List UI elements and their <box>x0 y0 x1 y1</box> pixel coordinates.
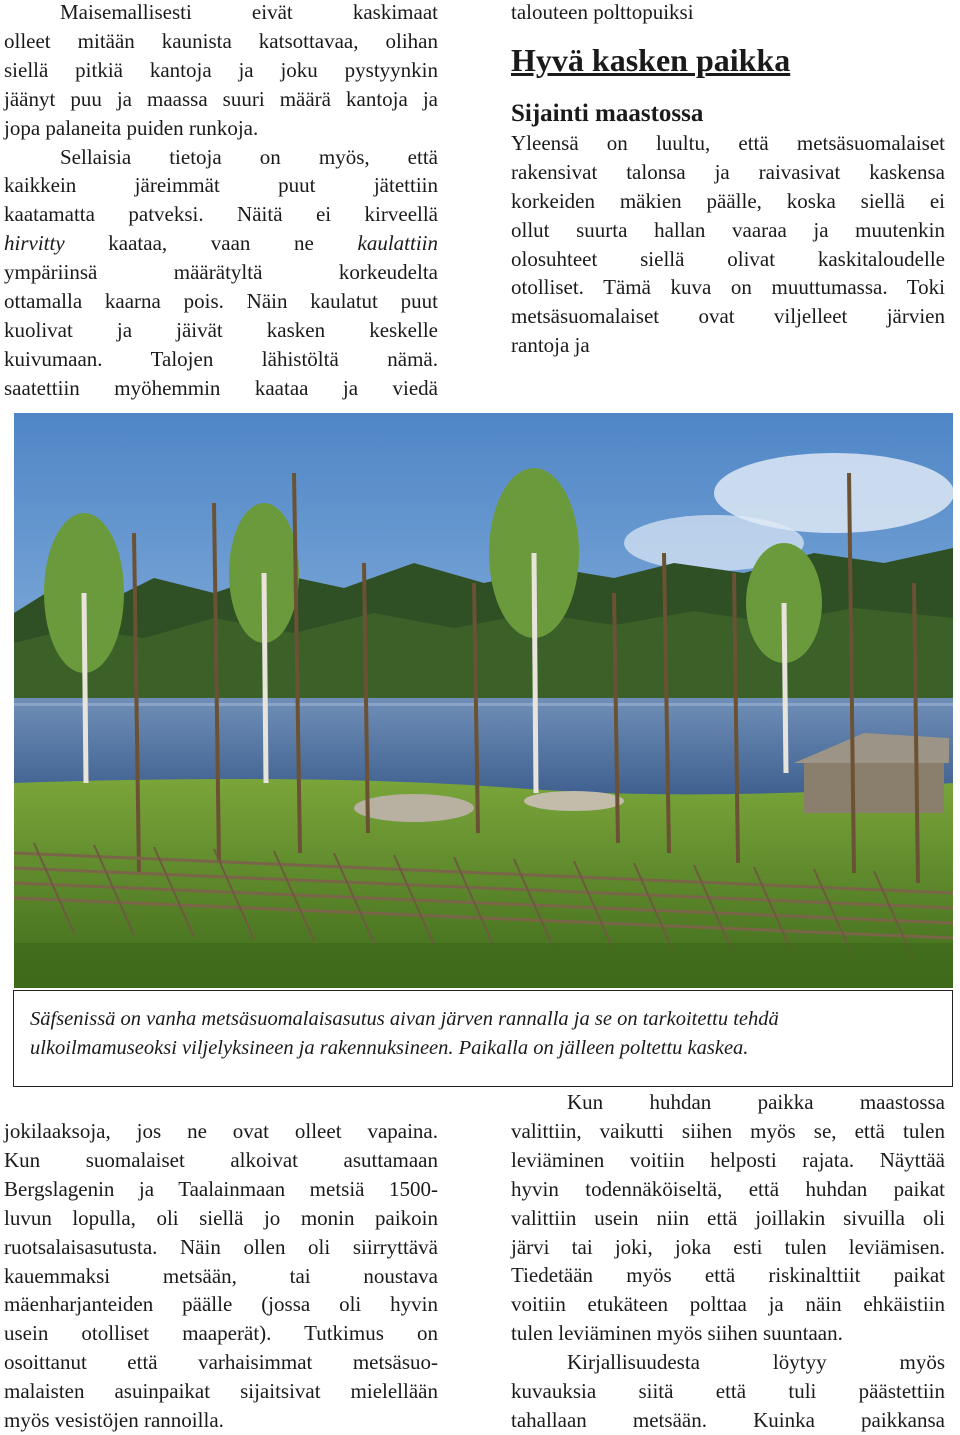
text-line: tahallaan metsään. Kuinka paikkansa <box>511 1407 945 1432</box>
text-line: usein otolliset maaperät). Tutkimus on <box>4 1321 438 1346</box>
text-line-mixed <box>4 229 438 258</box>
italic-word: kaulattiin <box>357 231 438 256</box>
text-line: ympäriinsä määrätyltä korkeudelta <box>4 260 438 285</box>
text-line: valittiin, vaikutti siihen myös se, että tulen <box>511 1118 945 1143</box>
text-line: jokilaaksoja, jos ne ovat olleet vapaina. <box>4 1119 438 1143</box>
text-line: olosuhteet siellä olivat kaskitaloudelle <box>511 246 945 271</box>
text-line: kaikkein järeimmät puut jätettiin <box>4 173 438 198</box>
right-column-bottom <box>511 1088 945 1435</box>
caption-line: Säfsenissä on vanha metsäsuomalaisasutus aivan järven rannalla ja se on tarkoitettu tehdä <box>30 1008 779 1030</box>
text-line: osoittanut että varhaisimmat metsäsuo- <box>4 1350 438 1375</box>
text-fragment: kaataa, vaan ne <box>108 231 314 256</box>
text-line: valittiin usein niin että joillakin sivuilla oli <box>511 1205 945 1230</box>
text-line: jopa palaneita puiden runkoja. <box>4 115 259 140</box>
text-line: voitiin etukäteen polttaa ja näin ehkäistiin <box>511 1292 945 1317</box>
text-line: Bergslagenin ja Taalainmaan metsiä 1500- <box>4 1176 438 1201</box>
text-line: leviäminen voitiin helposti rajata. Näyttää <box>511 1147 945 1172</box>
text-line: ottamalla kaarna pois. Näin kaulatut puut <box>4 289 438 314</box>
text-line: Maisemallisesti eivät kaskimaat <box>60 0 438 24</box>
text-line: korkeiden mäkien päälle, koska siellä ei <box>511 188 945 213</box>
text-line: rantoja ja <box>511 333 590 358</box>
text-line: Sellaisia tietoja on myös, että <box>60 144 438 169</box>
text-line: tulen leviäminen myös siihen suuntaan. <box>511 1321 843 1346</box>
text-line: siellä pitkiä kantoja ja joku pystyynkin <box>4 57 438 82</box>
text-line: talouteen polttopuiksi <box>511 0 694 24</box>
text-line: rakensivat talonsa ja raivasivat kaskensa <box>511 159 945 184</box>
text-line: järvi tai joki, joka esti tulen leviämisen. <box>511 1234 945 1259</box>
text-line: Tiedetään myös että riskinalttiit paikat <box>511 1263 945 1288</box>
text-line: kaatamatta patveksi. Näitä ei kirveellä <box>4 202 438 227</box>
text-line: Kun huhdan paikka maastossa <box>567 1090 945 1114</box>
text-line: malaisten asuinpaikat sijaitsivat mielellään <box>4 1379 438 1404</box>
text-line: metsäsuomalaiset ovat viljelleet järvien <box>511 304 945 329</box>
text-line: ruotsalaisasutusta. Näin ollen oli siirryttävä <box>4 1234 438 1259</box>
caption-line: ulkoilmamuseoksi viljelyksineen ja rakennuksineen. Paikalla on jälleen poltettu kaskea. <box>30 1037 749 1059</box>
left-column-bottom <box>4 1117 438 1435</box>
text-line: Yleensä on luultu, että metsäsuomalaiset <box>511 130 945 155</box>
text-line: saatettiin myöhemmin kaataa ja viedä <box>4 375 438 400</box>
section-heading: Hyvä kasken paikka <box>511 41 791 78</box>
text-line: otolliset. Tämä kuva on muuttumassa. Toki <box>511 275 945 300</box>
subsection-heading: Sijainti maastossa <box>511 99 704 127</box>
text-line: olleet mitään kaunista katsottavaa, olihan <box>4 28 438 53</box>
italic-word: hirvitty <box>4 231 65 256</box>
right-column-top <box>511 0 945 360</box>
text-line: Kun suomalaiset alkoivat asuttamaan <box>4 1147 438 1172</box>
text-line: myös vesistöjen rannoilla. <box>4 1408 224 1433</box>
text-line: jäänyt puu ja maassa suuri määrä kantoja ja <box>4 86 438 111</box>
left-column-top <box>4 0 438 403</box>
photo-caption-box <box>13 990 953 1087</box>
text-line: ollut suurta hallan vaaraa ja muutenkin <box>511 217 945 242</box>
text-line: luvun lopulla, oli siellä jo monin paikoin <box>4 1205 438 1230</box>
text-line: kuvauksia siitä että tuli päästettiin <box>511 1379 945 1404</box>
text-line: Kirjallisuudesta löytyy myös <box>567 1350 945 1375</box>
photo-caption <box>30 1005 936 1063</box>
text-line: mäenharjanteiden päälle (jossa oli hyvin <box>4 1292 438 1317</box>
text-line: hyvin todennäköiseltä, että huhdan paikat <box>511 1176 945 1201</box>
text-line: kuolivat ja jäivät kasken keskelle <box>4 317 438 342</box>
text-line: kauemmaksi metsään, tai noustava <box>4 1263 438 1288</box>
text-line: kuivumaan. Talojen lähistöltä nämä. <box>4 346 438 371</box>
landscape-photo <box>14 413 953 988</box>
